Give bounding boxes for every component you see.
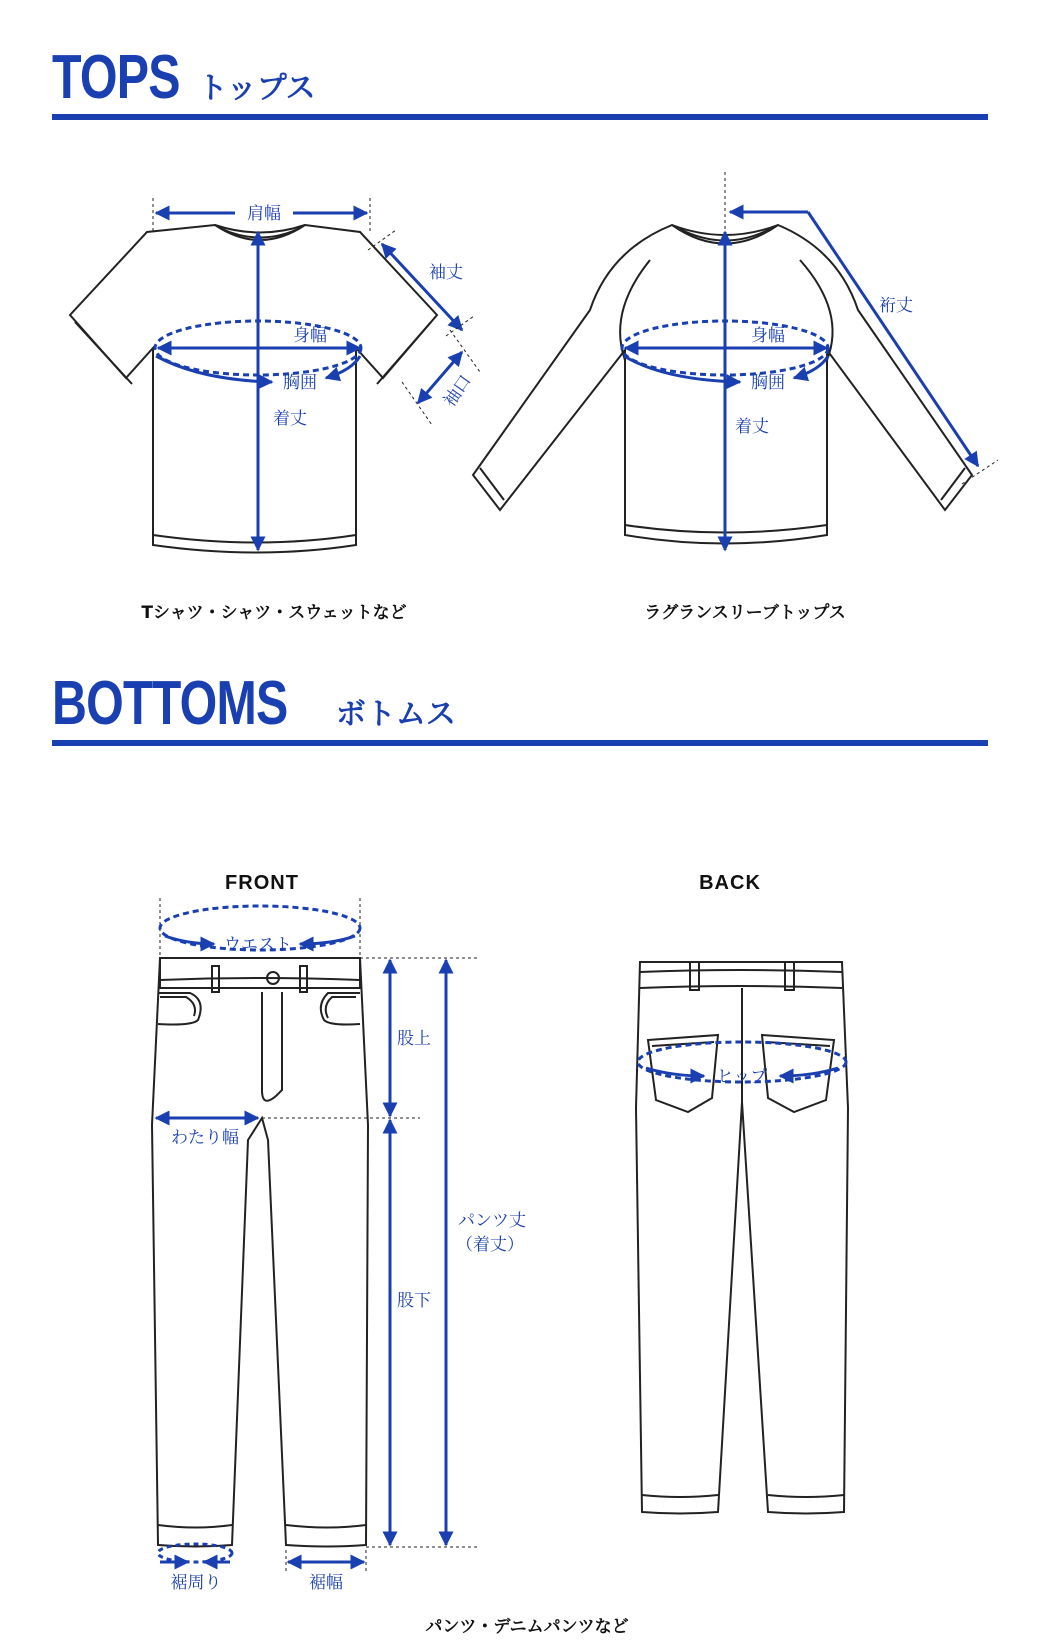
tshirt-cuff-measure	[402, 330, 480, 425]
pants-waist-measure	[160, 898, 360, 958]
label-raglan-length: 着丈	[735, 417, 769, 437]
pants-back-illustration	[636, 962, 848, 1514]
label-pants-length-note: （着丈）	[456, 1235, 524, 1255]
label-hem-circumference: 裾周り	[170, 1573, 222, 1593]
label-hip: ヒップ	[716, 1067, 768, 1087]
pants-front-illustration	[152, 958, 368, 1547]
back-view-label: BACK	[699, 872, 761, 894]
label-raglan-body-width: 身幅	[751, 326, 785, 346]
tops-title-en: TOPS	[52, 43, 180, 112]
raglan-caption: ラグランスリーブトップス	[644, 603, 846, 623]
label-raglan-chest: 胸囲	[751, 373, 785, 393]
label-body-width: 身幅	[293, 326, 327, 346]
label-length: 着丈	[273, 409, 307, 429]
label-chest: 胸囲	[283, 373, 317, 393]
front-view-label: FRONT	[225, 872, 299, 894]
bottoms-caption: パンツ・デニムパンツなど	[425, 1617, 629, 1637]
raglan-illustration	[473, 225, 972, 544]
tshirt-caption: Tシャツ・シャツ・スウェットなど	[141, 603, 407, 623]
label-pants-length: パンツ丈	[458, 1211, 526, 1231]
tops-title-jp: トップス	[197, 71, 316, 106]
label-rise: 股上	[397, 1029, 431, 1049]
pants-hem-measures	[158, 1544, 366, 1593]
tshirt-shoulder-measure	[153, 198, 370, 232]
tshirt-illustration	[70, 225, 437, 553]
label-hem-width: 裾幅	[309, 1573, 343, 1593]
label-cuff: 袖口	[439, 371, 476, 411]
label-shoulder-width: 肩幅	[247, 204, 281, 224]
label-waist: ウエスト	[224, 935, 292, 955]
label-thigh-width: わたり幅	[171, 1128, 239, 1148]
label-sleeve-length: 袖丈	[429, 263, 463, 283]
bottoms-title-en: BOTTOMS	[52, 669, 288, 738]
label-yuki-length: 裄丈	[879, 296, 913, 316]
label-inseam: 股下	[397, 1291, 431, 1311]
bottoms-title-jp: ボトムス	[335, 697, 456, 732]
